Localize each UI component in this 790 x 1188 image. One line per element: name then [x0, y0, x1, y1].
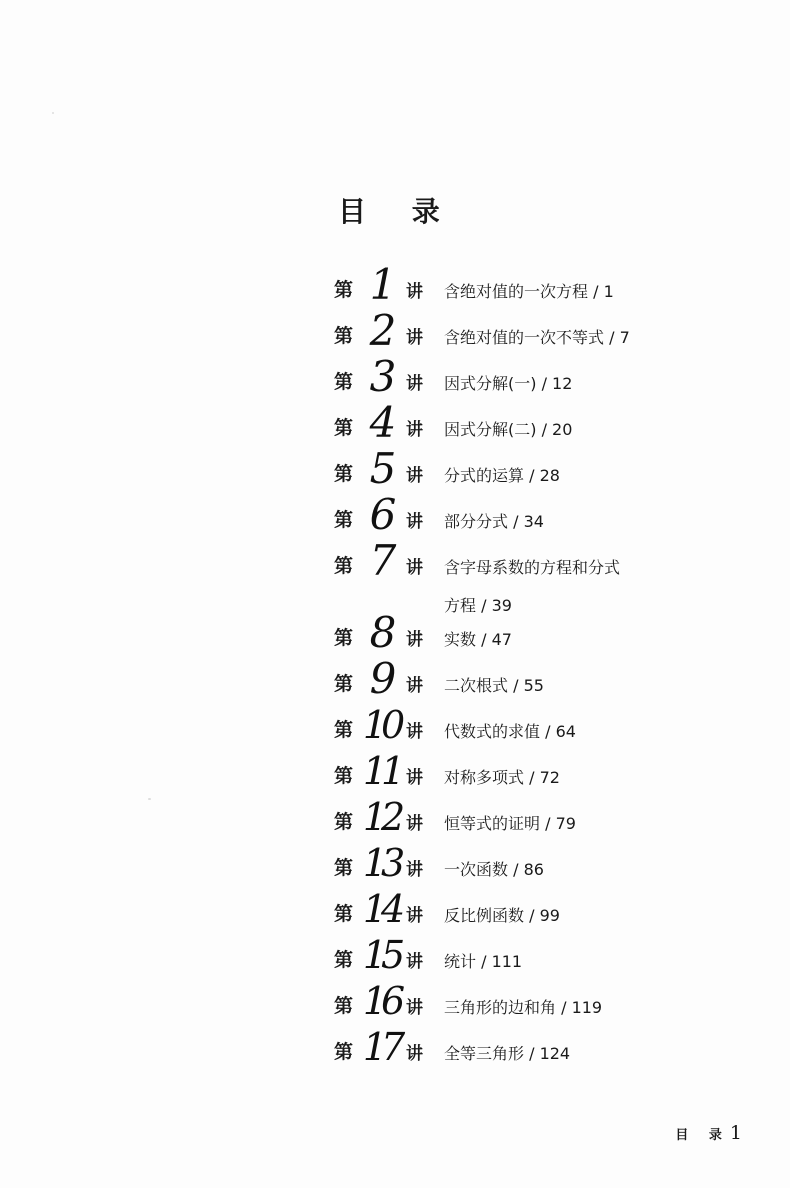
entry-suffix: 讲: [406, 676, 423, 696]
lesson-number: 8: [369, 608, 393, 657]
lesson-title: 因式分解(一) / 12: [444, 374, 573, 393]
toc-entry[interactable]: [334, 306, 674, 355]
toc-entry[interactable]: [334, 703, 674, 747]
lesson-number: 5: [369, 444, 393, 493]
page-number: 1: [729, 1122, 742, 1144]
toc-entry[interactable]: [334, 749, 674, 793]
toc-entry[interactable]: [334, 654, 674, 703]
lesson-title: 部分分式 / 34: [444, 512, 544, 531]
entry-prefix: 第: [334, 857, 354, 879]
lesson-number: 6: [369, 490, 393, 539]
entry-suffix: 讲: [406, 768, 423, 788]
entry-prefix: 第: [334, 995, 354, 1017]
lesson-title: 反比例函数 / 99: [444, 906, 560, 925]
lesson-title: 全等三角形 / 124: [444, 1044, 571, 1063]
entry-suffix: 讲: [406, 998, 423, 1018]
entry-prefix: 第: [334, 903, 354, 925]
entry-suffix: 讲: [406, 814, 423, 834]
lesson-number: 12: [362, 795, 400, 839]
lesson-title: 一次函数 / 86: [444, 860, 544, 879]
entry-suffix: 讲: [406, 1044, 423, 1064]
lesson-number: 4: [369, 398, 393, 447]
lesson-number: 14: [362, 887, 400, 931]
footer-label: 目 录: [675, 1128, 730, 1143]
lesson-number: 2: [369, 306, 393, 355]
entry-prefix: 第: [334, 1041, 354, 1063]
toc-entry[interactable]: [334, 260, 674, 309]
toc-entry[interactable]: [334, 444, 674, 493]
lesson-title: 代数式的求值 / 64: [444, 722, 576, 741]
entry-prefix: 第: [334, 765, 354, 787]
lesson-title: 三角形的边和角 / 119: [444, 998, 603, 1017]
toc-entry[interactable]: [334, 536, 674, 615]
entry-prefix: 第: [334, 463, 354, 485]
scan-speck: [148, 798, 151, 800]
entry-prefix: 第: [334, 279, 354, 301]
toc-entry[interactable]: [334, 490, 674, 539]
lesson-number: 11: [362, 749, 400, 793]
page-title: 目 录: [338, 195, 458, 228]
entry-suffix: 讲: [406, 860, 423, 880]
lesson-number: 16: [362, 979, 400, 1023]
toc-entry[interactable]: [334, 795, 674, 839]
lesson-number: 1: [369, 260, 393, 309]
entry-suffix: 讲: [406, 282, 423, 302]
entry-suffix: 讲: [406, 374, 423, 394]
lesson-number: 9: [369, 654, 393, 703]
page-footer: [675, 1122, 742, 1144]
entry-prefix: 第: [334, 417, 354, 439]
entry-suffix: 讲: [406, 952, 423, 972]
entry-suffix: 讲: [406, 630, 423, 650]
scan-speck: [52, 112, 54, 114]
lesson-title: 实数 / 47: [444, 630, 512, 649]
lesson-title: 分式的运算 / 28: [444, 466, 560, 485]
lesson-number: 13: [362, 841, 400, 885]
toc-entry[interactable]: [334, 398, 674, 447]
lesson-number: 17: [362, 1025, 400, 1069]
entry-prefix: 第: [334, 719, 354, 741]
toc-entry[interactable]: [334, 841, 674, 885]
entry-suffix: 讲: [406, 722, 423, 742]
entry-prefix: 第: [334, 811, 354, 833]
toc-entry[interactable]: [334, 887, 674, 931]
entry-suffix: 讲: [406, 466, 423, 486]
entry-prefix: 第: [334, 555, 354, 577]
lesson-title: 对称多项式 / 72: [444, 768, 560, 787]
lesson-title-continued: 方程 / 39: [444, 596, 512, 615]
entry-suffix: 讲: [406, 906, 423, 926]
toc-entry[interactable]: [334, 933, 674, 977]
lesson-title: 含字母系数的方程和分式: [444, 558, 621, 577]
lesson-title: 含绝对值的一次不等式 / 7: [444, 328, 630, 347]
toc-entry[interactable]: [334, 979, 674, 1023]
entry-suffix: 讲: [406, 420, 423, 440]
entry-suffix: 讲: [406, 328, 423, 348]
lesson-title: 恒等式的证明 / 79: [444, 814, 576, 833]
toc-entry[interactable]: [334, 1025, 674, 1069]
lesson-number: 15: [362, 933, 400, 977]
entry-suffix: 讲: [406, 512, 423, 532]
entry-prefix: 第: [334, 371, 354, 393]
toc-entry[interactable]: [334, 608, 674, 657]
lesson-number: 7: [369, 536, 393, 585]
entry-prefix: 第: [334, 325, 354, 347]
lesson-title: 因式分解(二) / 20: [444, 420, 573, 439]
entry-prefix: 第: [334, 949, 354, 971]
lesson-number: 3: [369, 352, 393, 401]
lesson-title: 统计 / 111: [444, 952, 523, 971]
lesson-number: 10: [362, 703, 400, 747]
lesson-title: 含绝对值的一次方程 / 1: [444, 282, 614, 301]
entry-suffix: 讲: [406, 558, 423, 578]
lesson-title: 二次根式 / 55: [444, 676, 544, 695]
toc-entry[interactable]: [334, 352, 674, 401]
entry-prefix: 第: [334, 627, 354, 649]
entry-prefix: 第: [334, 509, 354, 531]
entry-prefix: 第: [334, 673, 354, 695]
